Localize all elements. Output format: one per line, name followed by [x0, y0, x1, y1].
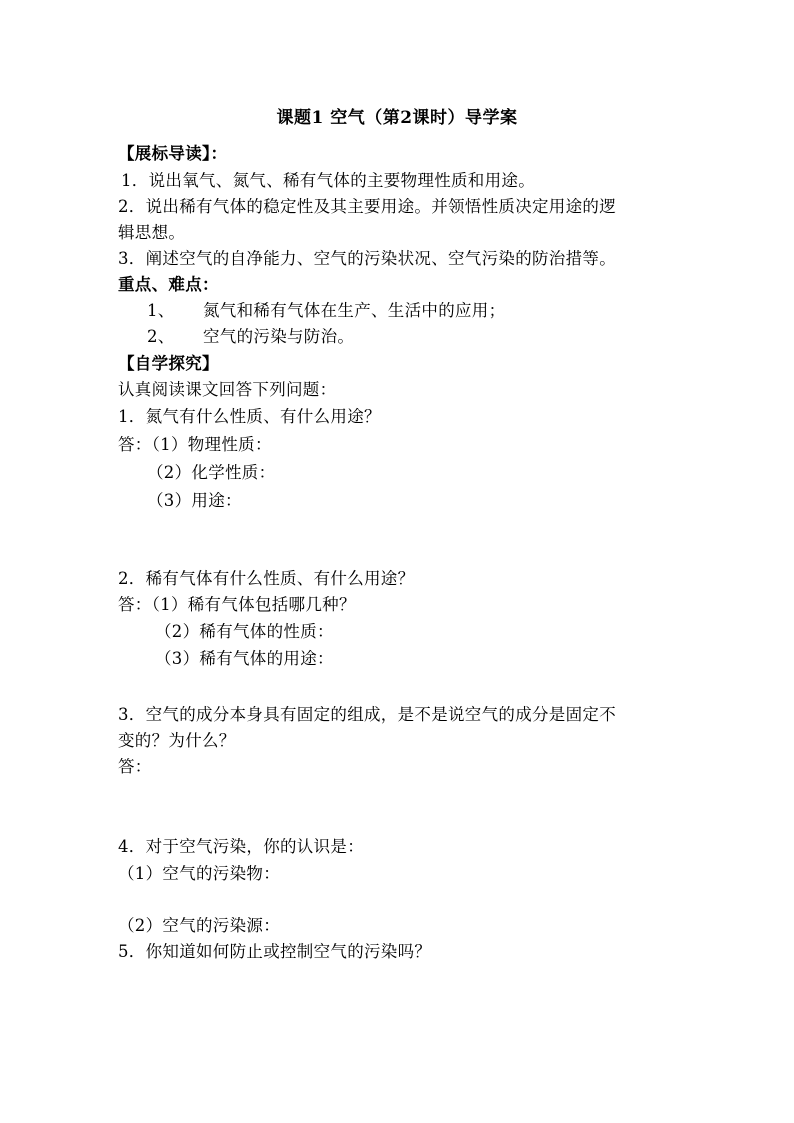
question-4: 4．对于空气污染，你的认识是： — [118, 837, 364, 856]
keypoint-number: 2、 — [147, 327, 175, 346]
answer-4-line-1: （1）空气的污染物： — [118, 864, 280, 883]
intro-item-3: 3．阐述空气的自净能力、空气的污染状况、空气污染的防治措等。 — [118, 249, 616, 268]
document-title: 课题1 空气（第2课时）导学案 — [276, 108, 518, 128]
keypoints-heading: 重点、难点： — [118, 275, 219, 294]
keypoint-number: 1、 — [147, 301, 175, 320]
question-1: 1．氮气有什么性质、有什么用途？ — [118, 407, 381, 426]
selfstudy-instruction: 认真阅读课文回答下列问题： — [118, 380, 337, 399]
keypoint-text: 氮气和稀有气体在生产、生活中的应用； — [203, 301, 506, 320]
intro-item-2-cont: 辑思想。 — [118, 223, 186, 242]
answer-1-line-2: （2）化学性质： — [147, 463, 276, 482]
answer-1-line-1: 答：（1）物理性质： — [118, 435, 272, 454]
selfstudy-heading: 【自学探究】 — [118, 354, 219, 373]
intro-item-2: 2．说出稀有气体的稳定性及其主要用途。并领悟性质决定用途的逻 — [118, 197, 616, 216]
question-3-line-2: 变的？为什么？ — [118, 731, 236, 750]
answer-2-line-1: 答：（1）稀有气体包括哪几种？ — [118, 595, 356, 614]
intro-heading: 【展标导读】： — [118, 144, 228, 163]
keypoint-item-2 — [147, 324, 354, 350]
keypoint-text: 空气的污染与防治。 — [203, 327, 355, 346]
answer-2-line-3: （3）稀有气体的用途： — [155, 649, 334, 668]
answer-1-line-3: （3）用途： — [147, 491, 242, 510]
answer-2-line-2: （2）稀有气体的性质： — [155, 622, 334, 641]
question-5: 5．你知道如何防止或控制空气的污染吗？ — [118, 942, 432, 961]
keypoint-item-1 — [147, 298, 505, 324]
answer-4-line-2: （2）空气的污染源： — [118, 916, 280, 935]
question-3-line-1: 3．空气的成分本身具有固定的组成，是不是说空气的成分是固定不 — [118, 705, 616, 724]
question-2: 2．稀有气体有什么性质、有什么用途？ — [118, 569, 415, 588]
answer-3: 答： — [118, 757, 152, 776]
intro-item-1: 1．说出氧气、氮气、稀有气体的主要物理性质和用途。 — [121, 171, 535, 190]
